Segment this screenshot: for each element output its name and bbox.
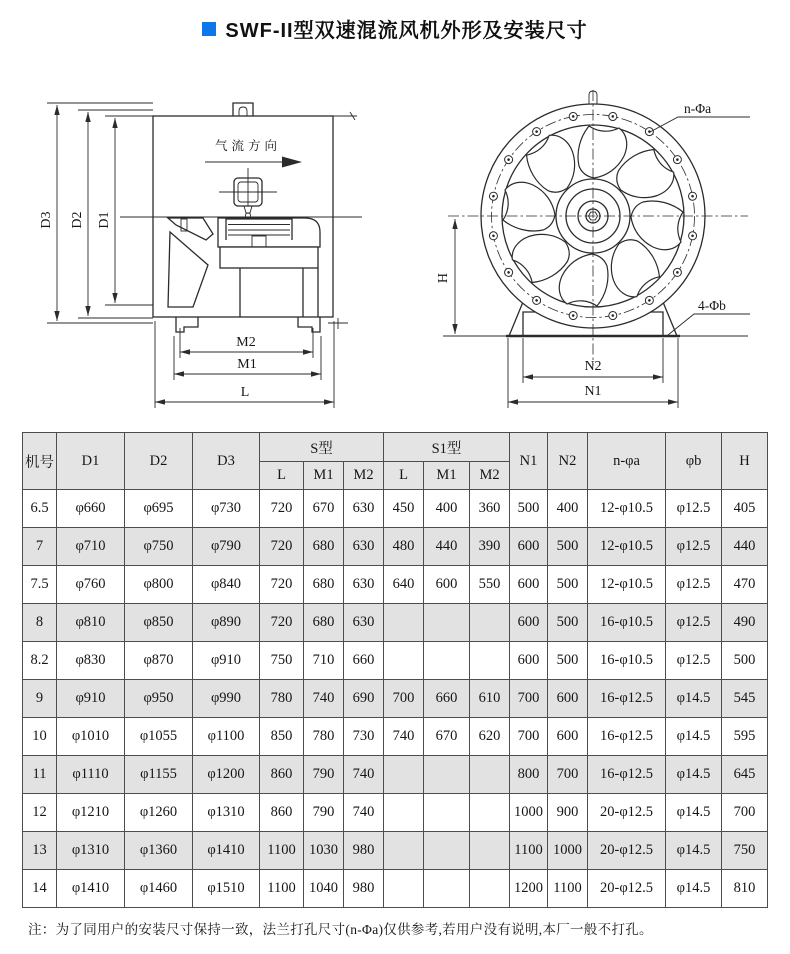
table-cell: 740 bbox=[344, 756, 384, 794]
table-cell: φ850 bbox=[125, 604, 193, 642]
table-cell: 680 bbox=[304, 604, 344, 642]
dimension-table bbox=[22, 432, 768, 908]
table-cell: 20-φ12.5 bbox=[588, 870, 666, 908]
table-cell: 12 bbox=[23, 794, 57, 832]
table-cell: φ14.5 bbox=[666, 832, 722, 870]
table-cell: 980 bbox=[344, 832, 384, 870]
table-cell: 600 bbox=[510, 642, 548, 680]
col-header-n-phi-a: n-φa bbox=[588, 433, 666, 490]
col-header-n1: N1 bbox=[510, 433, 548, 490]
col-header-s1-m1: M1 bbox=[424, 462, 470, 490]
table-cell: 595 bbox=[722, 718, 768, 756]
table-cell: 1200 bbox=[510, 870, 548, 908]
table-cell: 10 bbox=[23, 718, 57, 756]
table-cell: φ1010 bbox=[57, 718, 125, 756]
table-row bbox=[23, 642, 768, 680]
table-row bbox=[23, 756, 768, 794]
table-cell: 670 bbox=[424, 718, 470, 756]
lifting-lug bbox=[233, 103, 253, 116]
table-cell: 600 bbox=[510, 566, 548, 604]
dim-label-n2: N2 bbox=[584, 359, 602, 374]
table-row bbox=[23, 832, 768, 870]
table-cell: 700 bbox=[722, 794, 768, 832]
table-cell: 9 bbox=[23, 680, 57, 718]
table-cell: 640 bbox=[384, 566, 424, 604]
table-cell: 600 bbox=[424, 566, 470, 604]
col-header-d1: D1 bbox=[57, 433, 125, 490]
table-cell: 750 bbox=[260, 642, 304, 680]
table-cell: φ14.5 bbox=[666, 870, 722, 908]
table-cell: 740 bbox=[304, 680, 344, 718]
blue-square-icon bbox=[202, 22, 216, 36]
table-cell: 720 bbox=[260, 528, 304, 566]
table-cell: 16-φ10.5 bbox=[588, 604, 666, 642]
table-cell: 405 bbox=[722, 490, 768, 528]
table-cell: 360 bbox=[470, 490, 510, 528]
table-cell: 500 bbox=[548, 642, 588, 680]
table-cell: 700 bbox=[510, 718, 548, 756]
table-cell bbox=[424, 642, 470, 680]
table-cell: 400 bbox=[548, 490, 588, 528]
table-cell: φ760 bbox=[57, 566, 125, 604]
table-cell: 780 bbox=[304, 718, 344, 756]
table-row bbox=[23, 870, 768, 908]
dim-label-l: L bbox=[240, 385, 250, 400]
table-cell: φ910 bbox=[57, 680, 125, 718]
table-row bbox=[23, 604, 768, 642]
table-cell: φ14.5 bbox=[666, 718, 722, 756]
col-group-s1: S1型 bbox=[384, 433, 510, 462]
table-row bbox=[23, 680, 768, 718]
table-cell: 1100 bbox=[260, 870, 304, 908]
table-cell: φ730 bbox=[193, 490, 260, 528]
col-header-d2: D2 bbox=[125, 433, 193, 490]
table-cell: 980 bbox=[344, 870, 384, 908]
table-cell: 1000 bbox=[510, 794, 548, 832]
table-cell: 620 bbox=[470, 718, 510, 756]
dim-label-d3: D3 bbox=[39, 211, 54, 229]
table-cell bbox=[470, 870, 510, 908]
table-cell: 490 bbox=[722, 604, 768, 642]
table-cell: 600 bbox=[510, 604, 548, 642]
table-cell: φ1310 bbox=[57, 832, 125, 870]
table-cell: 710 bbox=[304, 642, 344, 680]
table-cell: 860 bbox=[260, 794, 304, 832]
col-group-s: S型 bbox=[260, 433, 384, 462]
page-title bbox=[0, 14, 790, 43]
table-cell: φ1310 bbox=[193, 794, 260, 832]
table-cell: 12-φ10.5 bbox=[588, 490, 666, 528]
table-cell: 850 bbox=[260, 718, 304, 756]
table-row bbox=[23, 794, 768, 832]
table-cell: φ1110 bbox=[57, 756, 125, 794]
table-cell: 645 bbox=[722, 756, 768, 794]
table-cell: 610 bbox=[470, 680, 510, 718]
table-cell: 700 bbox=[548, 756, 588, 794]
table-row bbox=[23, 718, 768, 756]
table-cell: 860 bbox=[260, 756, 304, 794]
table-cell: 545 bbox=[722, 680, 768, 718]
mounting-foot bbox=[298, 317, 320, 332]
table-cell: φ12.5 bbox=[666, 490, 722, 528]
dim-label-m1: M1 bbox=[237, 357, 257, 372]
table-cell: 720 bbox=[260, 604, 304, 642]
table-cell: 16-φ12.5 bbox=[588, 680, 666, 718]
table-cell: 20-φ12.5 bbox=[588, 832, 666, 870]
table-cell: 660 bbox=[424, 680, 470, 718]
table-cell: 660 bbox=[344, 642, 384, 680]
table-cell: φ12.5 bbox=[666, 642, 722, 680]
table-cell: φ1460 bbox=[125, 870, 193, 908]
table-cell: 630 bbox=[344, 528, 384, 566]
table-cell: φ710 bbox=[57, 528, 125, 566]
table-cell: 11 bbox=[23, 756, 57, 794]
table-cell: φ800 bbox=[125, 566, 193, 604]
table-cell: 720 bbox=[260, 566, 304, 604]
table-cell: φ990 bbox=[193, 680, 260, 718]
table-cell: φ1100 bbox=[193, 718, 260, 756]
table-cell bbox=[384, 832, 424, 870]
table-cell: φ1055 bbox=[125, 718, 193, 756]
table-cell: φ750 bbox=[125, 528, 193, 566]
col-header-phi-b: φb bbox=[666, 433, 722, 490]
table-cell: φ14.5 bbox=[666, 680, 722, 718]
table-cell: φ1510 bbox=[193, 870, 260, 908]
table-cell: 16-φ10.5 bbox=[588, 642, 666, 680]
airflow-direction-label: 气流方向 bbox=[214, 139, 282, 153]
table-cell: 550 bbox=[470, 566, 510, 604]
table-cell: 500 bbox=[548, 604, 588, 642]
table-cell: 740 bbox=[384, 718, 424, 756]
table-cell: φ1200 bbox=[193, 756, 260, 794]
table-cell: 630 bbox=[344, 490, 384, 528]
table-cell: φ1210 bbox=[57, 794, 125, 832]
table-cell: 12-φ10.5 bbox=[588, 528, 666, 566]
col-header-s-m1: M1 bbox=[304, 462, 344, 490]
table-cell: 750 bbox=[722, 832, 768, 870]
table-cell: φ810 bbox=[57, 604, 125, 642]
col-header-s1-m2: M2 bbox=[470, 462, 510, 490]
table-cell: 500 bbox=[722, 642, 768, 680]
table-cell: φ840 bbox=[193, 566, 260, 604]
table-cell bbox=[424, 794, 470, 832]
table-cell: 14 bbox=[23, 870, 57, 908]
table-cell: φ695 bbox=[125, 490, 193, 528]
table-cell: 630 bbox=[344, 604, 384, 642]
table-row bbox=[23, 528, 768, 566]
table-cell: φ830 bbox=[57, 642, 125, 680]
table-cell: 630 bbox=[344, 566, 384, 604]
table-cell: φ1155 bbox=[125, 756, 193, 794]
table-cell: 690 bbox=[344, 680, 384, 718]
table-cell bbox=[424, 604, 470, 642]
table-cell bbox=[424, 832, 470, 870]
table-cell: 16-φ12.5 bbox=[588, 718, 666, 756]
table-cell: 500 bbox=[510, 490, 548, 528]
table-cell: φ12.5 bbox=[666, 566, 722, 604]
table-cell: 600 bbox=[548, 718, 588, 756]
page-title-text: SWF-II型双速混流风机外形及安装尺寸 bbox=[225, 20, 588, 42]
table-cell: 780 bbox=[260, 680, 304, 718]
fan-dimension-drawing bbox=[0, 78, 790, 426]
table-cell: 810 bbox=[722, 870, 768, 908]
table-cell bbox=[384, 604, 424, 642]
table-cell: 720 bbox=[260, 490, 304, 528]
table-cell bbox=[384, 642, 424, 680]
dim-label-h: H bbox=[436, 272, 451, 284]
table-cell: 500 bbox=[548, 566, 588, 604]
table-cell: 600 bbox=[548, 680, 588, 718]
table-cell: 680 bbox=[304, 528, 344, 566]
table-cell: 1100 bbox=[260, 832, 304, 870]
table-cell: 1040 bbox=[304, 870, 344, 908]
table-cell: 670 bbox=[304, 490, 344, 528]
col-header-s-l: L bbox=[260, 462, 304, 490]
table-cell bbox=[470, 604, 510, 642]
table-cell: 6.5 bbox=[23, 490, 57, 528]
table-cell: 1100 bbox=[548, 870, 588, 908]
table-cell: 470 bbox=[722, 566, 768, 604]
mounting-foot bbox=[176, 317, 198, 332]
table-cell: 400 bbox=[424, 490, 470, 528]
table-cell: φ12.5 bbox=[666, 604, 722, 642]
table-cell: 8 bbox=[23, 604, 57, 642]
table-cell: 700 bbox=[384, 680, 424, 718]
table-cell: 440 bbox=[722, 528, 768, 566]
table-cell bbox=[470, 832, 510, 870]
table-cell: φ890 bbox=[193, 604, 260, 642]
table-cell: φ14.5 bbox=[666, 756, 722, 794]
table-cell: φ870 bbox=[125, 642, 193, 680]
table-cell: 790 bbox=[304, 756, 344, 794]
table-cell: 600 bbox=[510, 528, 548, 566]
table-cell: 20-φ12.5 bbox=[588, 794, 666, 832]
table-cell: φ1360 bbox=[125, 832, 193, 870]
table-cell: 1000 bbox=[548, 832, 588, 870]
table-cell bbox=[470, 756, 510, 794]
table-cell: 1100 bbox=[510, 832, 548, 870]
table-cell: 790 bbox=[304, 794, 344, 832]
table-cell: φ14.5 bbox=[666, 794, 722, 832]
foundation-holes-label: 4-Φb bbox=[698, 298, 726, 313]
table-cell: φ12.5 bbox=[666, 528, 722, 566]
table-cell bbox=[470, 642, 510, 680]
table-cell: φ790 bbox=[193, 528, 260, 566]
table-cell: 680 bbox=[304, 566, 344, 604]
table-body bbox=[23, 490, 768, 908]
table-cell: 7.5 bbox=[23, 566, 57, 604]
table-cell: 740 bbox=[344, 794, 384, 832]
table-cell: 13 bbox=[23, 832, 57, 870]
col-header-n2: N2 bbox=[548, 433, 588, 490]
table-cell: 390 bbox=[470, 528, 510, 566]
table-cell: 450 bbox=[384, 490, 424, 528]
flange-holes-label: n-Φa bbox=[684, 101, 712, 116]
table-cell: 12-φ10.5 bbox=[588, 566, 666, 604]
table-cell bbox=[424, 870, 470, 908]
col-header-s1-l: L bbox=[384, 462, 424, 490]
table-cell: φ1260 bbox=[125, 794, 193, 832]
table-cell: φ660 bbox=[57, 490, 125, 528]
side-view-drawing bbox=[39, 103, 362, 408]
front-view-drawing bbox=[436, 90, 750, 408]
table-cell: φ1410 bbox=[193, 832, 260, 870]
table-cell: 7 bbox=[23, 528, 57, 566]
table-cell: 8.2 bbox=[23, 642, 57, 680]
table-row bbox=[23, 490, 768, 528]
table-cell: 16-φ12.5 bbox=[588, 756, 666, 794]
dim-label-d1: D1 bbox=[97, 211, 112, 229]
col-header-model: 机号 bbox=[23, 433, 57, 490]
table-cell: φ910 bbox=[193, 642, 260, 680]
col-header-s-m2: M2 bbox=[344, 462, 384, 490]
table-cell: 700 bbox=[510, 680, 548, 718]
table-cell: 500 bbox=[548, 528, 588, 566]
table-cell: φ1410 bbox=[57, 870, 125, 908]
table-cell bbox=[424, 756, 470, 794]
table-cell bbox=[384, 794, 424, 832]
table-cell: 730 bbox=[344, 718, 384, 756]
table-cell: 900 bbox=[548, 794, 588, 832]
table-row bbox=[23, 566, 768, 604]
table-cell bbox=[384, 756, 424, 794]
dim-label-m2: M2 bbox=[236, 335, 256, 350]
dim-label-d2: D2 bbox=[70, 211, 85, 229]
col-header-h: H bbox=[722, 433, 768, 490]
table-cell: 480 bbox=[384, 528, 424, 566]
dim-label-n1: N1 bbox=[584, 384, 602, 399]
table-cell: 440 bbox=[424, 528, 470, 566]
table-cell bbox=[470, 794, 510, 832]
table-cell: 1030 bbox=[304, 832, 344, 870]
table-cell: φ950 bbox=[125, 680, 193, 718]
footnote: 注：为了同用户的安装尺寸保持一致，法兰打孔尺寸(n-Φa)仅供参考,若用户没有说明,本厂一般不打孔。 bbox=[28, 922, 653, 937]
table-cell: 800 bbox=[510, 756, 548, 794]
table-cell bbox=[384, 870, 424, 908]
col-header-d3: D3 bbox=[193, 433, 260, 490]
